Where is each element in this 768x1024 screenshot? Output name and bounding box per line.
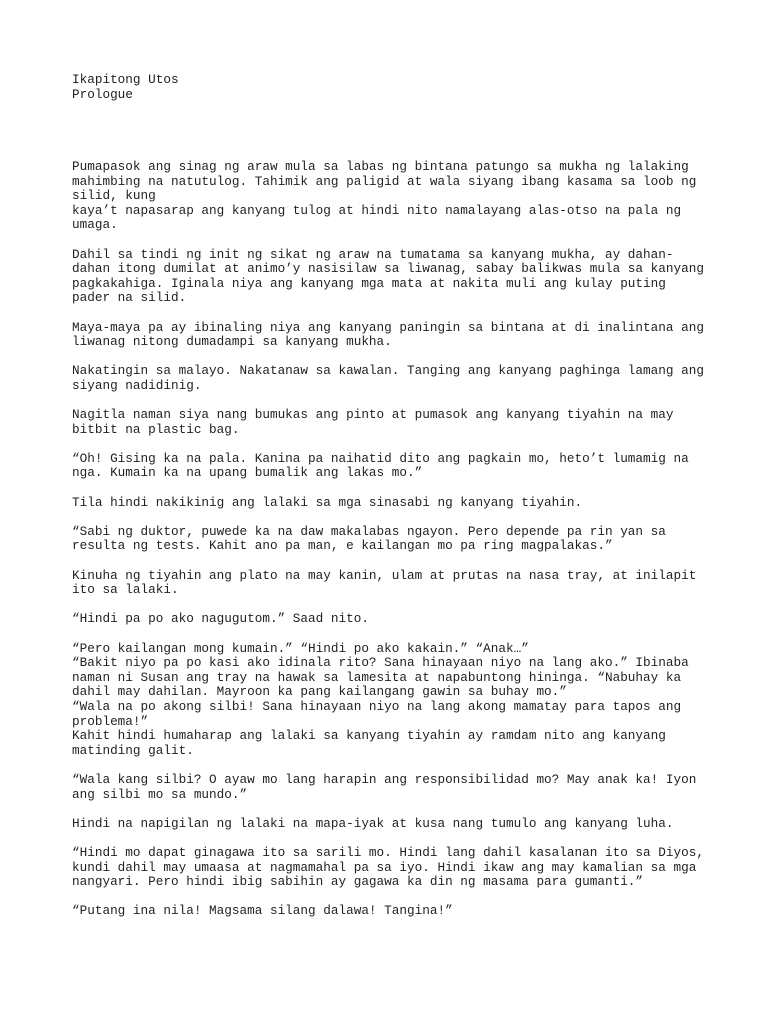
paragraph (72, 642, 712, 759)
text-line: Nakatingin sa malayo. Nakatanaw sa kawalan. Tanging ang kanyang paghinga lamang ang (72, 363, 704, 379)
paragraph (72, 525, 712, 554)
paragraph (72, 904, 712, 919)
paragraph (72, 612, 712, 627)
text-line: Kahit hindi humaharap ang lalaki sa kanyang tiyahin ay ramdam nito ang kanyang (72, 728, 666, 744)
paragraph (72, 846, 712, 890)
document-body (72, 160, 712, 933)
text-line: dahan itong dumilat at animo’y nasisilaw sa liwanag, sabay balikwas mula sa kanyang (72, 261, 704, 277)
text-line: ang silbi mo sa mundo.” (72, 786, 248, 802)
text-line: Nagitla naman siya nang bumukas ang pinto at pumasok ang kanyang tiyahin na may (72, 407, 674, 423)
paragraph (72, 408, 712, 437)
text-line: liwanag nitong dumadampi sa kanyang mukha. (72, 334, 392, 350)
text-line: Hindi na napigilan ng lalaki na mapa-iyak at kusa nang tumulo ang kanyang luha. (72, 815, 674, 831)
text-line: mahimbing na natutulog. Tahimik ang paligid at wala siyang ibang kasama sa loob ng (72, 173, 697, 189)
text-line: dahil may dahilan. Mayroon ka pang kailangang gawin sa buhay mo.” (72, 684, 567, 700)
text-line: “Hindi mo dapat ginagawa ito sa sarili mo. Hindi lang dahil kasalanan ito sa Diyos, (72, 844, 704, 860)
text-line: Tila hindi nakikinig ang lalaki sa mga sinasabi ng kanyang tiyahin. (72, 494, 583, 510)
paragraph (72, 452, 712, 481)
text-line: Kinuha ng tiyahin ang plato na may kanin, ulam at prutas na nasa tray, at inilapit (72, 567, 697, 583)
text-line: Maya-maya pa ay ibinaling niya ang kanyang paningin sa bintana at di inalintana ang (72, 319, 704, 335)
paragraph (72, 321, 712, 350)
text-line: “Oh! Gising ka na pala. Kanina pa naihatid dito ang pagkain mo, heto’t lumamig na (72, 450, 689, 466)
text-line: ito sa lalaki. (72, 582, 179, 598)
paragraph (72, 496, 712, 511)
document-heading (72, 73, 712, 102)
paragraph (72, 817, 712, 832)
text-line: resulta ng tests. Kahit ano pa man, e kailangan mo pa ring magpalakas.” (72, 538, 613, 554)
text-line: nangyari. Pero hindi ibig sabihin ay gagawa ka din ng masama para gumanti.” (72, 874, 644, 890)
paragraph (72, 364, 712, 393)
text-line: matinding galit. (72, 742, 194, 758)
text-line: kaya’t napasarap ang kanyang tulog at hindi nito namalayang alas-otso na pala ng (72, 202, 682, 218)
document-title: Ikapitong Utos (72, 72, 179, 87)
paragraph (72, 160, 712, 233)
text-line: naman ni Susan ang tray na hawak sa lamesita at napabuntong hininga. “Nabuhay ka (72, 669, 682, 685)
text-line: pader na silid. (72, 290, 187, 306)
paragraph (72, 773, 712, 802)
paragraph (72, 569, 712, 598)
text-line: bitbit na plastic bag. (72, 421, 240, 437)
text-line: “Hindi pa po ako nagugutom.” Saad nito. (72, 611, 369, 627)
text-line: pagkakahiga. Iginala niya ang kanyang mga mata at nakita muli ang kulay puting (72, 275, 666, 291)
text-line: “Sabi ng duktor, puwede ka na daw makalabas ngayon. Pero depende pa rin yan sa (72, 523, 666, 539)
text-line: silid, kung (72, 188, 156, 204)
text-line: umaga. (72, 217, 118, 233)
text-line: “Putang ina nila! Magsama silang dalawa! Tangina!” (72, 903, 453, 919)
text-line: kundi dahil may umaasa at nagmamahal pa sa iyo. Hindi ikaw ang may kamalian sa mga (72, 859, 697, 875)
text-line: Dahil sa tindi ng init ng sikat ng araw na tumatama sa kanyang mukha, ay dahan- (72, 246, 674, 262)
text-line: nga. Kumain ka na upang bumalik ang lakas mo.” (72, 465, 423, 481)
text-line: “Wala kang silbi? O ayaw mo lang harapin ang responsibilidad mo? May anak ka! Iyon (72, 771, 697, 787)
text-line: “Wala na po akong silbi! Sana hinayaan niyo na lang akong mamatay para tapos ang (72, 698, 682, 714)
paragraph (72, 248, 712, 306)
text-line: problema!” (72, 713, 149, 729)
text-line: “Bakit niyo pa po kasi ako idinala rito? Sana hinayaan niyo na lang ako.” Ibinaba (72, 655, 689, 671)
text-line: siyang nadidinig. (72, 377, 202, 393)
text-line: Pumapasok ang sinag ng araw mula sa labas ng bintana patungo sa mukha ng lalaking (72, 159, 689, 174)
text-line: “Pero kailangan mong kumain.” “Hindi po ako kakain.” “Anak…” (72, 640, 529, 656)
document-subtitle: Prologue (72, 86, 133, 102)
